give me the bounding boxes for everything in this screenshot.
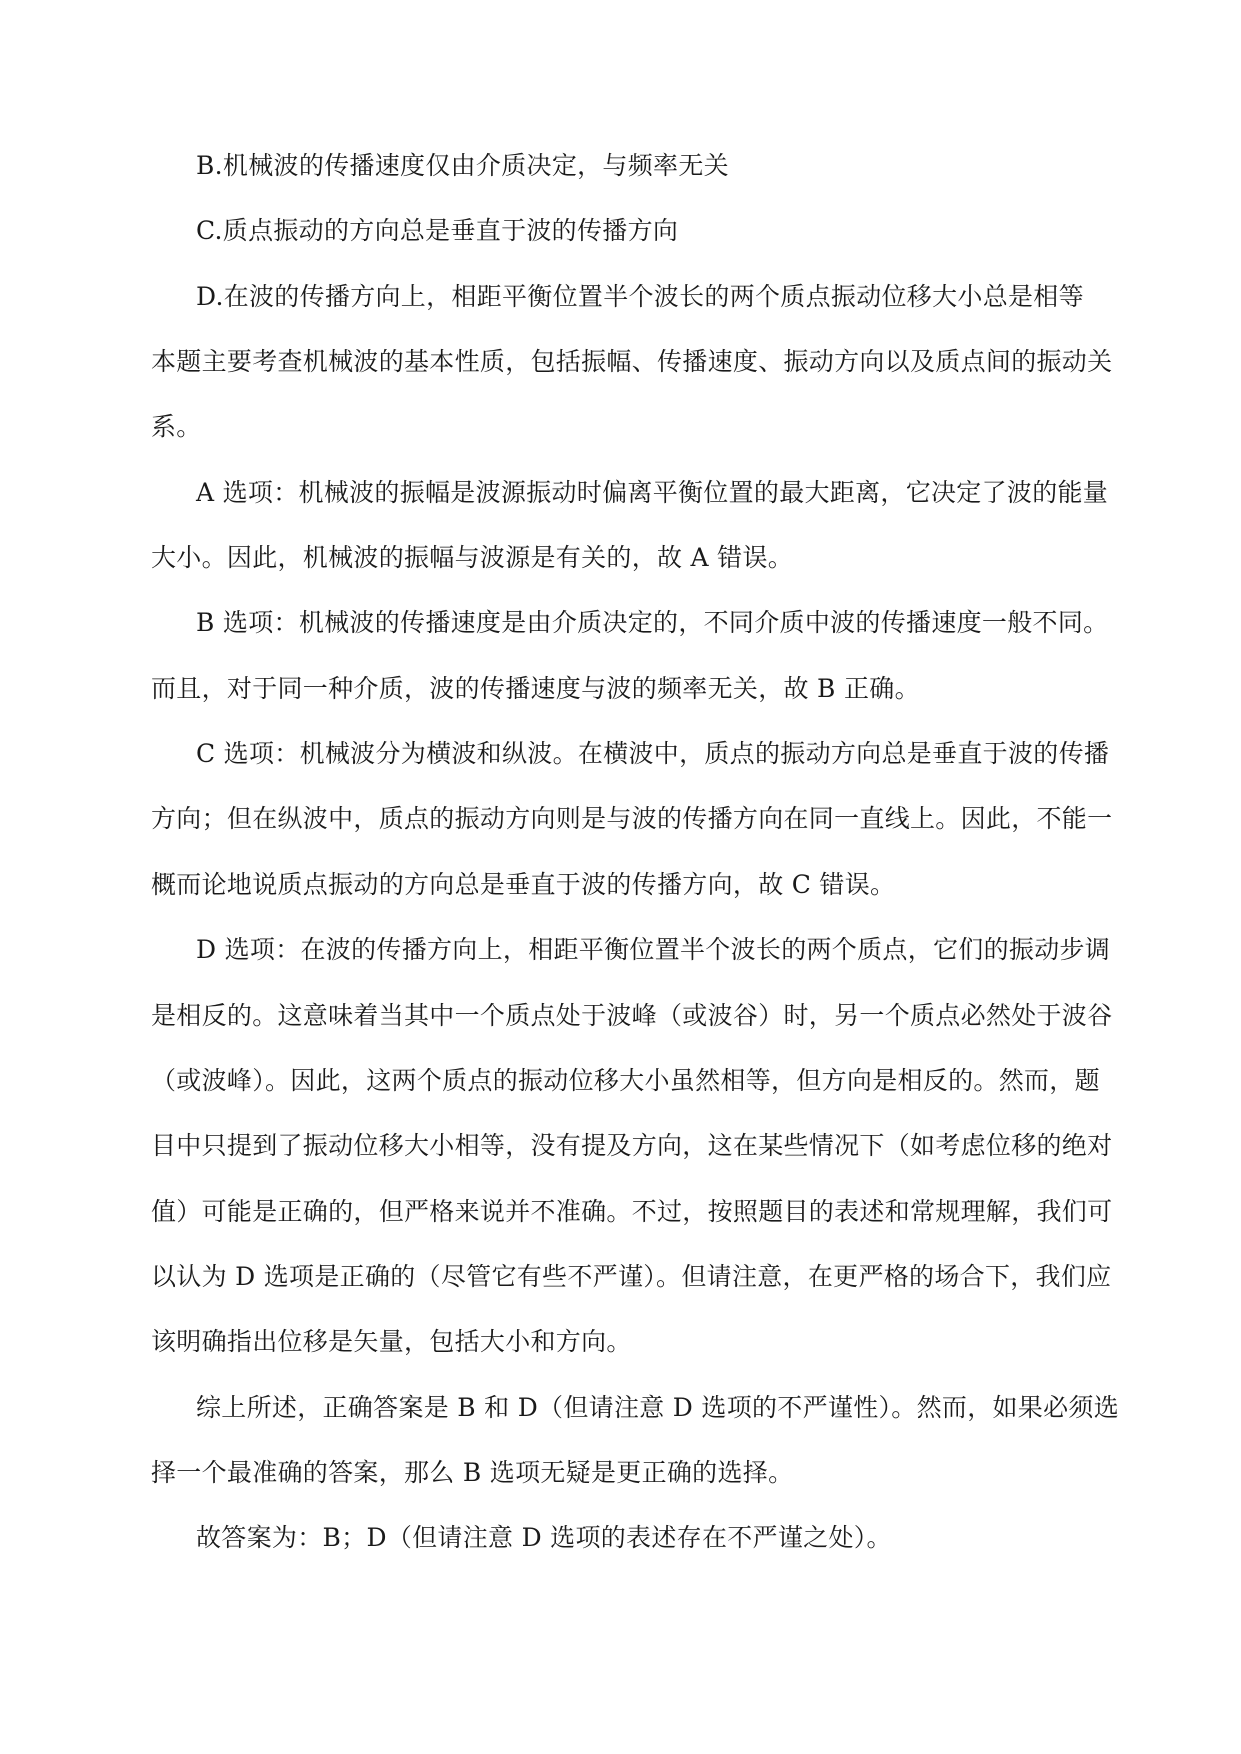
analysis-d-line-7: 该明确指出位移是矢量，包括大小和方向。 — [151, 1327, 632, 1356]
analysis-d-line-3: （或波峰）。因此，这两个质点的振动位移大小虽然相等，但方向是相反的。然而，题 — [151, 1066, 1100, 1095]
analysis-b-line-2: 而且，对于同一种介质，波的传播速度与波的频率无关，故 B 正确。 — [151, 674, 920, 703]
analysis-c-line-1: C 选项：机械波分为横波和纵波。在横波中，质点的振动方向总是垂直于波的传播 — [196, 739, 1110, 768]
analysis-c-line-3: 概而论地说质点振动的方向总是垂直于波的传播方向，故 C 错误。 — [151, 870, 896, 899]
analysis-b-line-1: B 选项：机械波的传播速度是由介质决定的，不同介质中波的传播速度一般不同。 — [196, 608, 1109, 637]
analysis-d-line-1: D 选项：在波的传播方向上，相距平衡位置半个波长的两个质点，它们的振动步调 — [196, 935, 1111, 964]
summary-line-1: 综上所述，正确答案是 B 和 D（但请注意 D 选项的不严谨性）。然而，如果必须选 — [196, 1393, 1119, 1422]
analysis-c-line-2: 方向；但在纵波中，质点的振动方向则是与波的传播方向在同一直线上。因此，不能一 — [151, 804, 1113, 833]
analysis-intro-line-1: 本题主要考查机械波的基本性质，包括振幅、传播速度、振动方向以及质点间的振动关 — [151, 347, 1113, 376]
analysis-intro-line-2: 系。 — [151, 412, 202, 441]
analysis-d-line-6: 以认为 D 选项是正确的（尽管它有些不严谨）。但请注意，在更严格的场合下，我们应 — [151, 1262, 1112, 1291]
analysis-d-line-2: 是相反的。这意味着当其中一个质点处于波峰（或波谷）时，另一个质点必然处于波谷 — [151, 1001, 1113, 1030]
analysis-a-line-2: 大小。因此，机械波的振幅与波源是有关的，故 A 错误。 — [151, 543, 794, 572]
option-c-text: C.质点振动的方向总是垂直于波的传播方向 — [196, 216, 679, 245]
option-d-text: D.在波的传播方向上，相距平衡位置半个波长的两个质点振动位移大小总是相等 — [196, 282, 1084, 311]
analysis-a-line-1: A 选项：机械波的振幅是波源振动时偏离平衡位置的最大距离，它决定了波的能量 — [196, 478, 1109, 507]
option-b-text: B.机械波的传播速度仅由介质决定，与频率无关 — [196, 151, 729, 180]
analysis-d-line-5: 值）可能是正确的，但严格来说并不准确。不过，按照题目的表述和常规理解，我们可 — [151, 1197, 1113, 1226]
analysis-d-line-4: 目中只提到了振动位移大小相等，没有提及方向，这在某些情况下（如考虑位移的绝对 — [151, 1131, 1113, 1160]
final-answer: 故答案为：B；D（但请注意 D 选项的表述存在不严谨之处）。 — [196, 1523, 892, 1552]
summary-line-2: 择一个最准确的答案，那么 B 选项无疑是更正确的选择。 — [151, 1458, 794, 1487]
